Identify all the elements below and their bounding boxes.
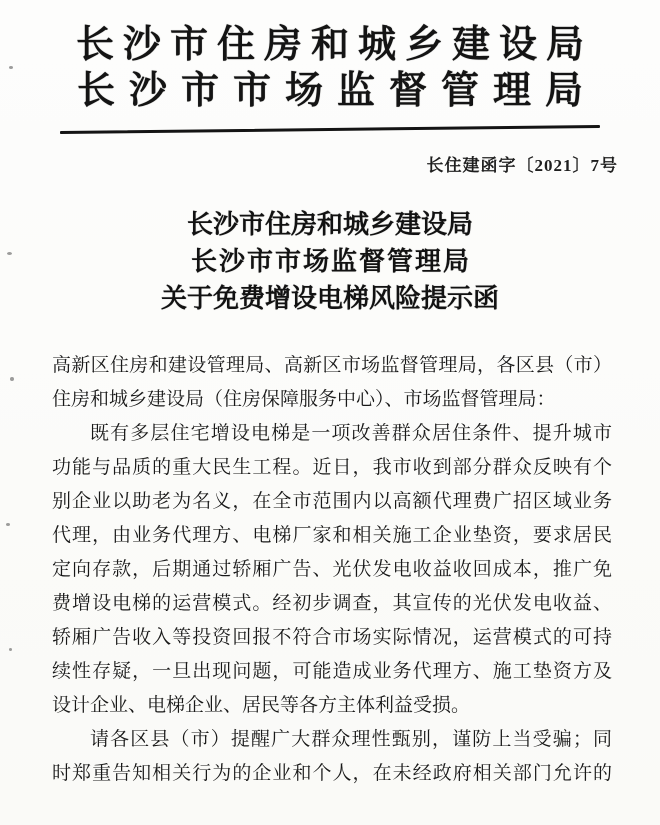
letterhead	[0, 0, 660, 114]
body-line: 费增设电梯的运营模式。经初步调查，其宣传的光伏发电收益、	[52, 593, 612, 614]
document-reference-number: 长住建函字〔2021〕7号	[426, 156, 618, 175]
body-line: 功能与品质的重大民生工程。近日，我市收到部分群众反映有个	[52, 457, 612, 478]
body-line: 既有多层住宅增设电梯是一项改善群众居住条件、提升城市	[90, 423, 612, 444]
body-line: 设计企业、电梯企业、居民等各方主体利益受损。	[52, 695, 471, 716]
scan-artifact	[7, 252, 12, 255]
letterhead-divider-rule	[60, 125, 600, 134]
body-line: 定向存款，后期通过轿厢广告、光伏发电收益收回成本，推广免	[52, 559, 612, 580]
letterhead-agency-1: 长沙市住房和城乡建设局	[75, 24, 593, 66]
body-line: 请各区县（市）提醒广大群众理性甄别，谨防上当受骗；同	[90, 729, 612, 750]
scan-artifact	[9, 648, 12, 651]
scan-artifact	[10, 377, 14, 381]
title-line-2: 长沙市市场监督管理局	[190, 247, 471, 276]
body-line: 高新区住房和建设管理局、高新区市场监督管理局，各区县（市）	[52, 355, 612, 376]
title-line-1: 长沙市住房和城乡建设局	[186, 210, 473, 239]
body-line: 别企业以助老为名义，在全市范围内以高额代理费广招区域业务	[52, 491, 612, 512]
body-line: 代理，由业务代理方、电梯厂家和相关施工企业垫资，要求居民	[52, 525, 612, 546]
body-line: 轿厢广告收入等投资回报不符合市场实际情况，运营模式的可持	[52, 627, 612, 648]
title-line-3: 关于免费增设电梯风险提示函	[160, 284, 499, 313]
document-title	[0, 206, 660, 317]
body-line: 住房和城乡建设局（住房保障服务中心）、市场监督管理局：	[52, 389, 556, 410]
document-body	[52, 349, 612, 791]
body-line: 续性存疑，一旦出现问题，可能造成业务代理方、施工垫资方及	[52, 661, 612, 682]
body-line: 时郑重告知相关行为的企业和个人，在未经政府相关部门允许的	[52, 763, 612, 784]
scan-artifact	[9, 66, 13, 69]
letterhead-agency-2: 长沙市市场监督管理局	[76, 70, 597, 112]
scan-artifact	[6, 523, 10, 526]
